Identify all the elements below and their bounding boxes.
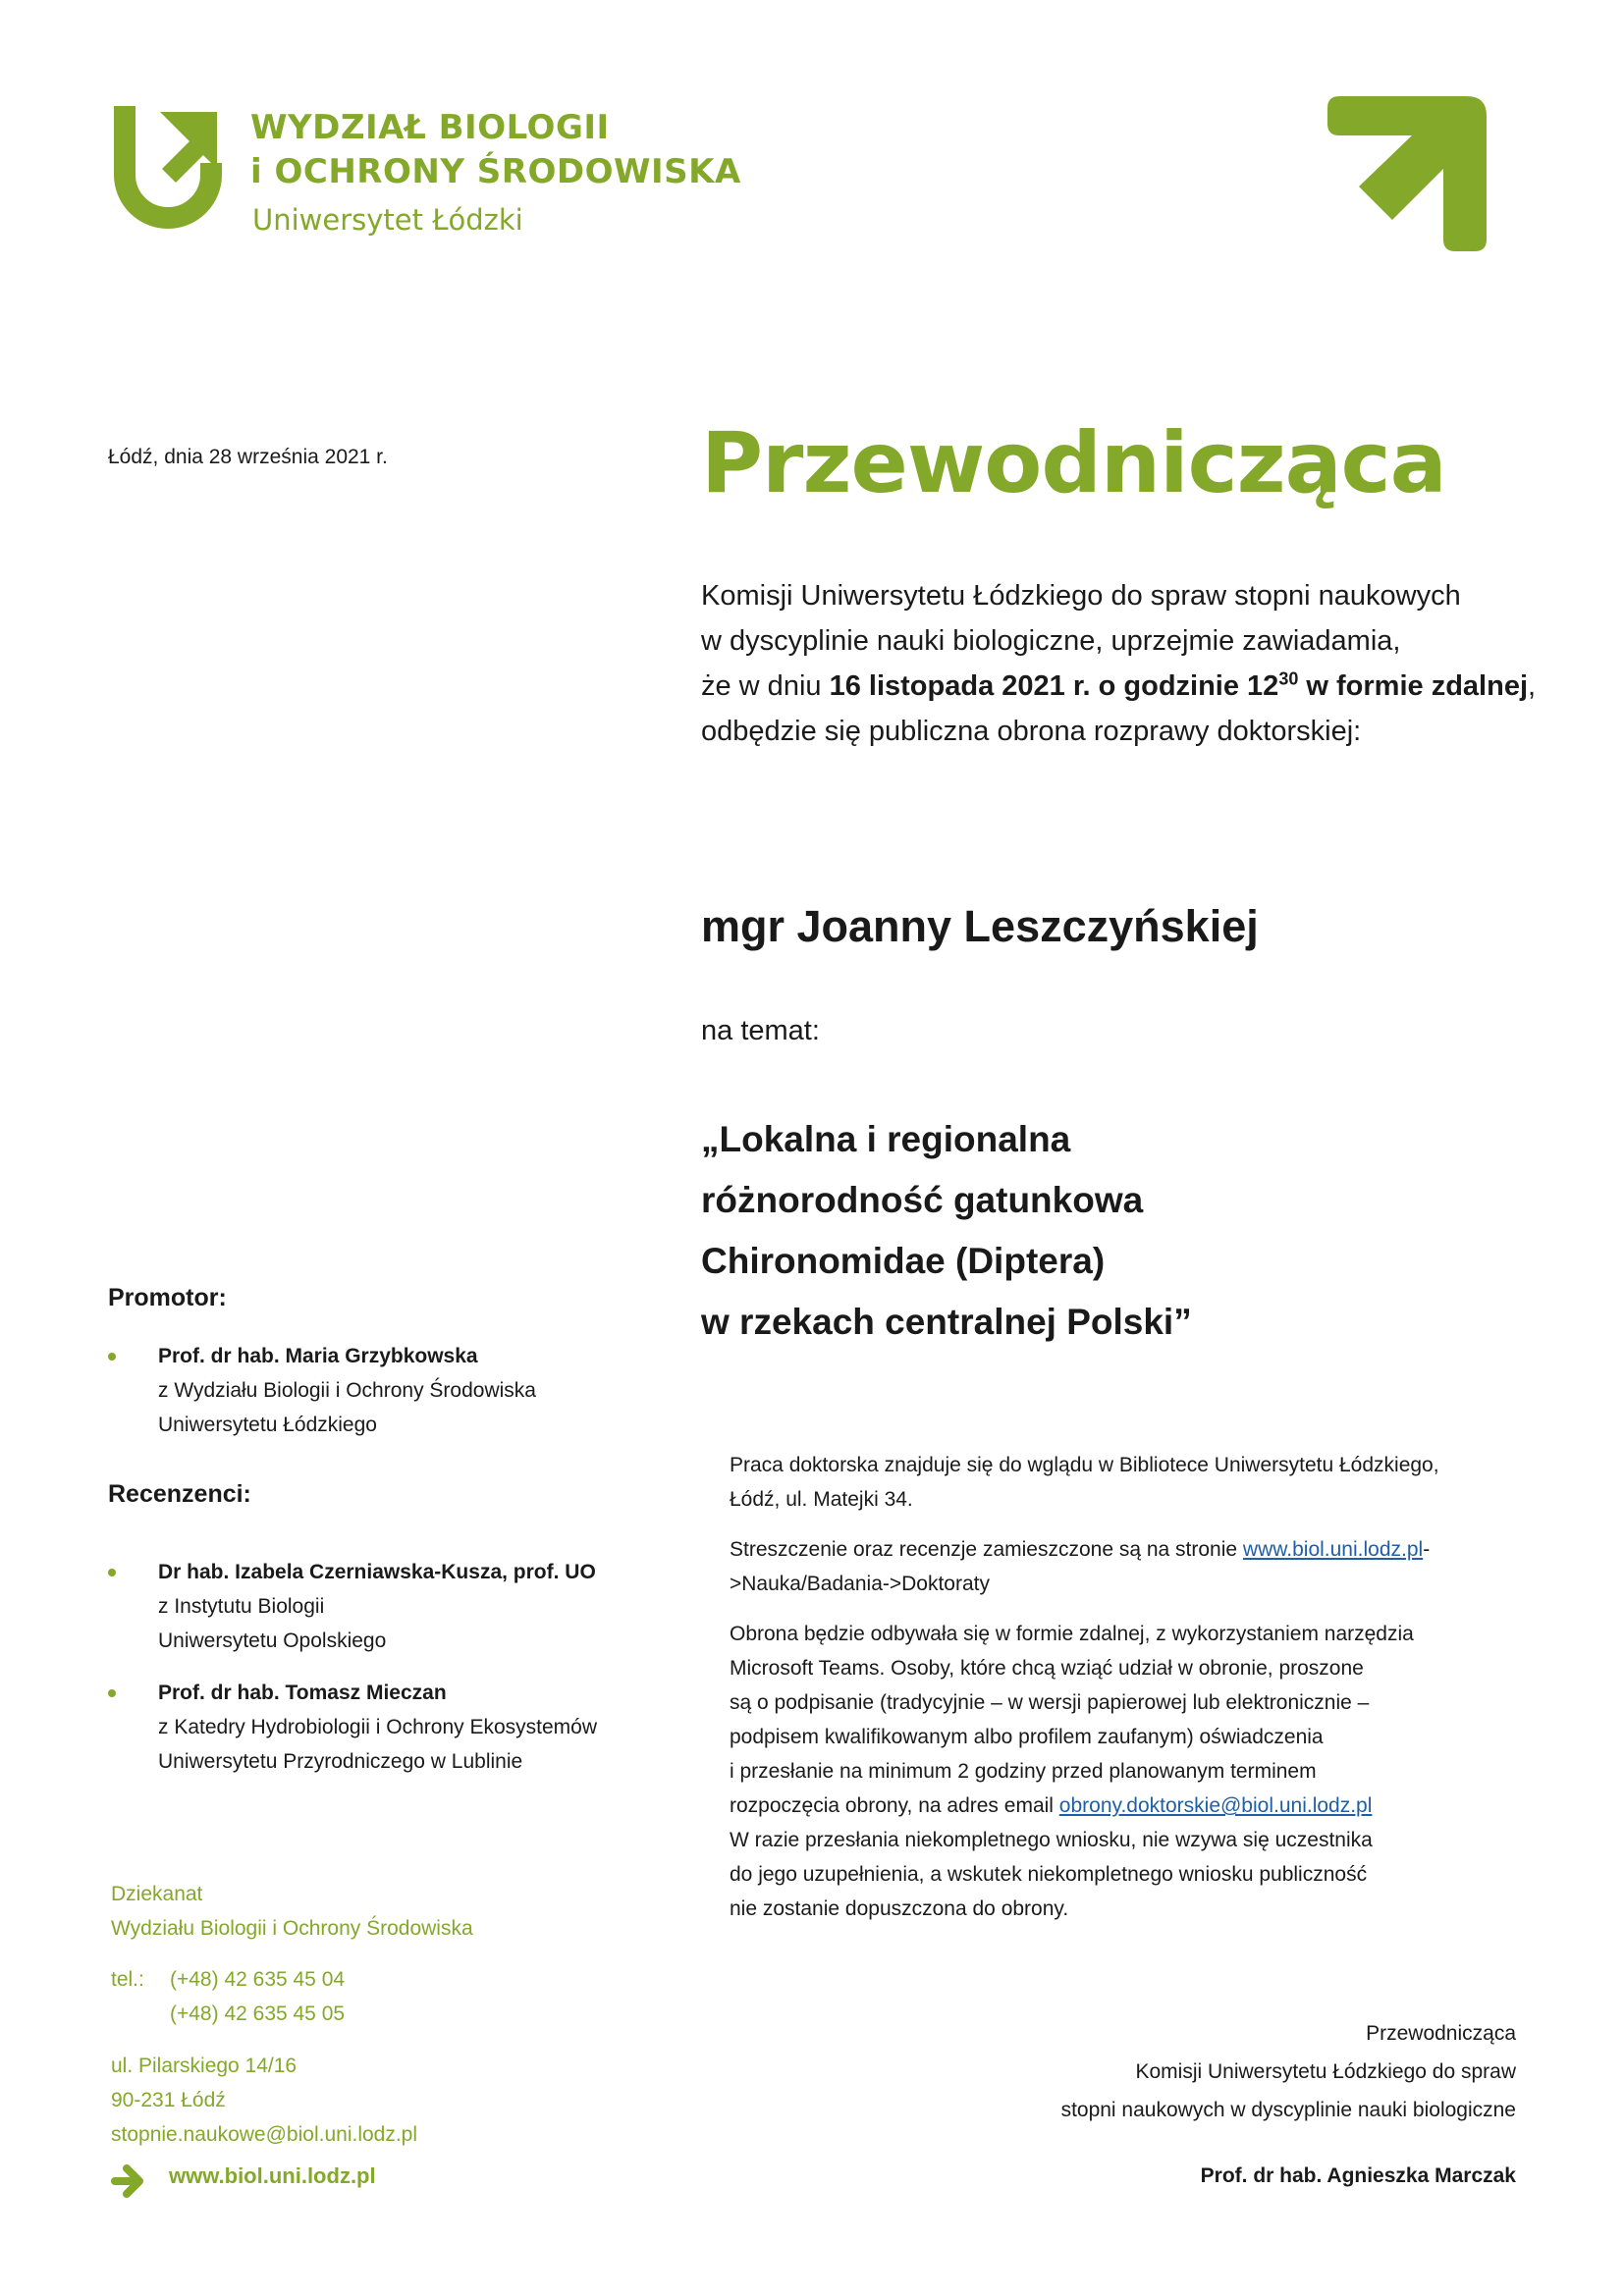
contact-email[interactable]: stopnie.naukowe@biol.uni.lodz.pl: [111, 2123, 418, 2146]
bullet-icon: [108, 1689, 116, 1697]
thesis-title-line: w rzekach centralnej Polski”: [701, 1302, 1192, 1342]
person-unit: z Katedry Hydrobiologii i Ochrony Ekosystemów: [158, 1716, 598, 1738]
person-name: Prof. dr hab. Tomasz Mieczan: [158, 1682, 447, 1704]
info-paragraph-online: [730, 1617, 1535, 1926]
info-line: Obrona będzie odbywała się w formie zdalnej, z wykorzystaniem narzędzia: [730, 1623, 1414, 1645]
email-link[interactable]: obrony.doktorskie@biol.uni.lodz.pl: [1058, 1794, 1373, 1817]
promotor-heading: Promotor:: [108, 1284, 227, 1311]
info-line: są o podpisanie (tradycyjnie – w wersji papierowej lub elektronicznie –: [730, 1691, 1370, 1714]
list-item: [108, 1339, 536, 1442]
phone-row: [111, 1997, 345, 2031]
thesis-title: [701, 1109, 1192, 1353]
phone-number: (+48) 42 635 45 04: [170, 1968, 346, 1991]
intro-text: że w dniu: [701, 670, 830, 702]
list-item: [108, 1676, 597, 1779]
person-name: Prof. dr hab. Maria Grzybkowska: [158, 1345, 478, 1367]
bullet-icon: [108, 1569, 116, 1576]
info-line: >Nauka/Badania->Doktoraty: [730, 1573, 990, 1595]
address-street: ul. Pilarskiego 14/16: [111, 2055, 298, 2077]
office-block: [111, 1877, 473, 1946]
signature-role: Przewodnicząca: [1366, 2022, 1516, 2045]
person-name: Dr hab. Izabela Czerniawska-Kusza, prof. UO: [158, 1561, 596, 1583]
tel-label: tel.:: [111, 1968, 144, 1991]
page-title: Przewodnicząca: [701, 414, 1446, 512]
signature-discipline: stopni naukowych w dyscyplinie nauki biologiczne: [1060, 2099, 1516, 2121]
signature-name: Prof. dr hab. Agnieszka Marczak: [1200, 2164, 1516, 2187]
info-text: rozpoczęcia obrony, na adres email: [730, 1794, 1059, 1817]
topic-label: na temat:: [701, 1015, 820, 1046]
announcement-intro: [701, 573, 1585, 754]
info-line: Łódź, ul. Matejki 34.: [730, 1488, 913, 1511]
person-unit: z Wydziału Biologii i Ochrony Środowiska: [158, 1379, 536, 1402]
phone-block: [111, 1962, 345, 2031]
person-university: Uniwersytetu Opolskiego: [158, 1629, 387, 1652]
bullet-icon: [108, 1353, 116, 1361]
website-link[interactable]: www.biol.uni.lodz.pl: [169, 2163, 376, 2188]
info-line: i przesłanie na minimum 2 godziny przed planowanym terminem: [730, 1760, 1317, 1783]
faculty-logo-icon: [111, 106, 225, 240]
candidate-name: mgr Joanny Leszczyńskiej: [701, 901, 1259, 951]
info-line: do jego uzupełnienia, a wskutek niekompletnego wniosku publiczność: [730, 1863, 1368, 1886]
info-line: Praca doktorska znajduje się do wglądu w Bibliotece Uniwersytetu Łódzkiego,: [730, 1454, 1439, 1476]
phone-row: [111, 1962, 345, 1997]
thesis-title-line: Chironomidae (Diptera): [701, 1241, 1106, 1281]
logo-subtitle: Uniwersytet Łódzki: [252, 203, 523, 237]
website-link[interactable]: www.biol.uni.lodz.pl: [1242, 1538, 1424, 1561]
logo-title-line1: WYDZIAŁ BIOLOGII: [250, 108, 610, 147]
office-name: Dziekanat: [111, 1883, 203, 1905]
list-item: [108, 1555, 597, 1658]
promotor-list: [108, 1339, 536, 1442]
address-block: [111, 2049, 417, 2152]
defense-mode: w formie zdalnej: [1298, 670, 1529, 702]
intro-punct: ,: [1528, 670, 1537, 702]
info-paragraph-library: [730, 1448, 1535, 1517]
document-date: Łódź, dnia 28 września 2021 r.: [108, 446, 388, 468]
info-line: nie zostanie dopuszczona do obrony.: [730, 1897, 1069, 1920]
office-faculty: Wydziału Biologii i Ochrony Środowiska: [111, 1917, 473, 1940]
intro-line: w dyscyplinie nauki biologiczne, uprzejmie zawiadamia,: [701, 625, 1401, 657]
thesis-title-line: różnorodność gatunkowa: [701, 1180, 1144, 1220]
thesis-title-line: „Lokalna i regionalna: [701, 1119, 1071, 1159]
defense-date: 16 listopada 2021 r. o godzinie 12: [829, 670, 1279, 702]
intro-line: odbędzie się publiczna obrona rozprawy doktorskiej:: [701, 716, 1362, 747]
arrow-logo-icon: [1327, 96, 1487, 251]
defense-info: [730, 1448, 1535, 1942]
intro-line-date: [701, 664, 1585, 709]
defense-minutes: 30: [1278, 668, 1299, 689]
phone-number: (+48) 42 635 45 05: [170, 2002, 346, 2025]
address-city: 90-231 Łódź: [111, 2089, 226, 2111]
intro-line: Komisji Uniwersytetu Łódzkiego do spraw stopni naukowych: [701, 580, 1461, 612]
info-text: -: [1423, 1538, 1431, 1561]
info-text: Streszczenie oraz recenzje zamieszczone są na stronie: [730, 1538, 1243, 1561]
arrow-right-icon: [111, 2163, 144, 2200]
info-line: W razie przesłania niekompletnego wniosku, nie wzywa się uczestnika: [730, 1829, 1373, 1851]
logo-title-line2: i OCHRONY ŚRODOWISKA: [250, 152, 741, 191]
info-line: Microsoft Teams. Osoby, które chcą wziąć udział w obronie, proszone: [730, 1657, 1364, 1680]
reviewers-list: [108, 1555, 597, 1779]
info-paragraph-summary: [730, 1532, 1535, 1601]
reviewers-heading: Recenzenci:: [108, 1480, 251, 1508]
person-university: Uniwersytetu Przyrodniczego w Lublinie: [158, 1750, 523, 1773]
person-unit: z Instytutu Biologii: [158, 1595, 325, 1618]
person-university: Uniwersytetu Łódzkiego: [158, 1414, 377, 1436]
info-line: podpisem kwalifikowanym albo profilem zaufanym) oświadczenia: [730, 1726, 1324, 1748]
logo-title: [250, 106, 741, 194]
signature-committee: Komisji Uniwersytetu Łódzkiego do spraw: [1135, 2060, 1516, 2083]
signature-block: [1061, 2014, 1516, 2129]
